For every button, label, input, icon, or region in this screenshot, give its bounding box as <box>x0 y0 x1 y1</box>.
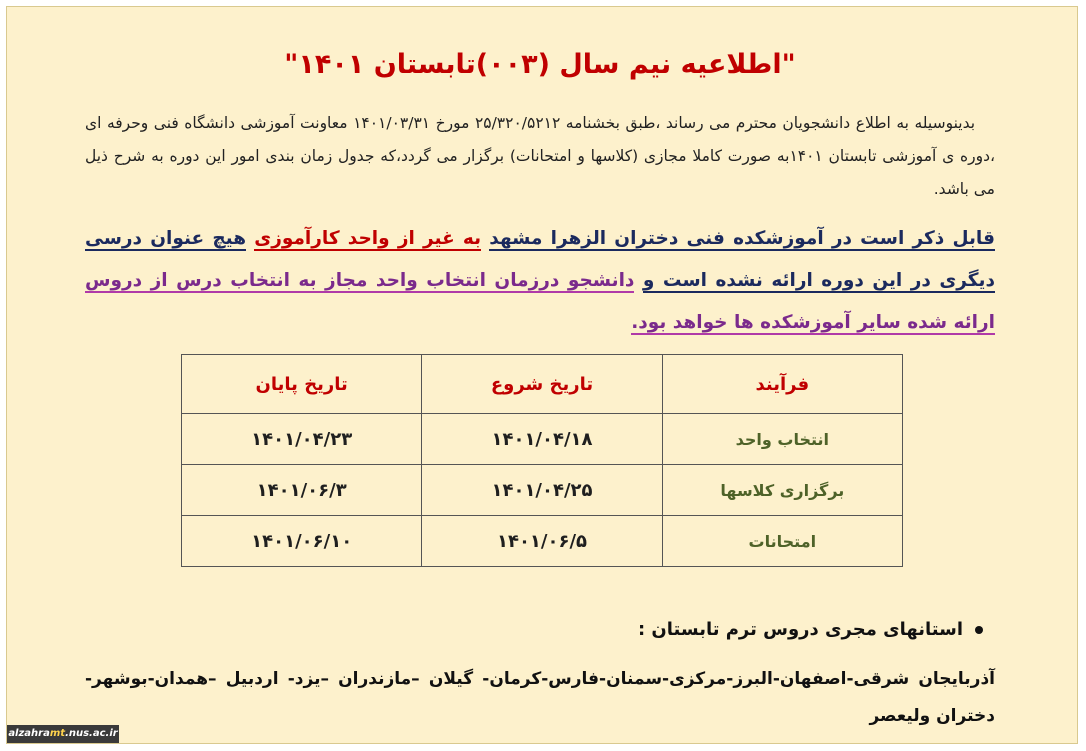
provinces-heading-text: استانهای مجری دروس ترم تابستان : <box>637 619 963 640</box>
announcement-title: "اطلاعیه نیم سال (۰۰۳)تابستان ۱۴۰۱" <box>284 49 796 80</box>
site-watermark <box>7 725 119 743</box>
provinces-list: آذربایجان شرقی-اصفهان-البرز-مرکزی-سمنان-فارس-کرمان- گیلان –مازندران –یزد- اردبیل –همدان-بوشهر-دختران ولیعصر <box>85 669 995 726</box>
header-process: فرآیند <box>662 355 902 414</box>
start-date-cell: ۱۴۰۱/۰۶/۵ <box>422 516 662 567</box>
watermark-accent: mt <box>49 728 66 739</box>
start-date-cell: ۱۴۰۱/۰۴/۲۵ <box>422 465 662 516</box>
process-cell: امتحانات <box>662 516 902 567</box>
provinces-heading <box>638 619 983 640</box>
notice-part-4: دانشجو درزمان انتخاب واحد مجاز به انتخاب درس از دروس ارائه شده سایر آموزشکده ها خواهد بود. <box>85 270 995 333</box>
announcement-page <box>6 6 1078 744</box>
header-end-date: تاریخ پایان <box>182 355 422 414</box>
end-date-cell: ۱۴۰۱/۰۶/۳ <box>182 465 422 516</box>
notice-part-3: هیچ عنوان درسی دیگری در این دوره ارائه نشده است و <box>85 228 995 291</box>
start-date-cell: ۱۴۰۱/۰۴/۱۸ <box>422 414 662 465</box>
notice-part-2: به غیر از واحد کارآموزی <box>254 228 482 249</box>
process-cell: انتخاب واحد <box>662 414 902 465</box>
header-start-date: تاریخ شروع <box>422 355 662 414</box>
provinces-section <box>85 7 995 743</box>
watermark-prefix: alzahra <box>8 728 50 739</box>
process-cell: برگزاری کلاسها <box>662 465 902 516</box>
bullet-dot-icon <box>975 626 983 634</box>
notice-part-1: قابل ذکر است در آموزشکده فنی دختران الزهرا مشهد <box>489 228 995 249</box>
end-date-cell: ۱۴۰۱/۰۶/۱۰ <box>182 516 422 567</box>
watermark-suffix: .nus.ac.ir <box>65 728 118 739</box>
intro-text: بدینوسیله به اطلاع دانشجویان محترم می رساند ،طبق بخشنامه ۲۵/۳۲۰/۵۲۱۲ مورخ ۱۴۰۱/۰۳/۳۱ معاونت آموزشی دانشگاه فنی وحرفه ای ،دوره ی آموزشی تابستان ۱۴۰۱به صورت کاملا مجازی (کلاسها و امتحانات) برگزار می گردد،که جدول زمان بندی امور این دوره به شرح ذیل می باشد. <box>85 114 995 198</box>
end-date-cell: ۱۴۰۱/۰۴/۲۳ <box>182 414 422 465</box>
